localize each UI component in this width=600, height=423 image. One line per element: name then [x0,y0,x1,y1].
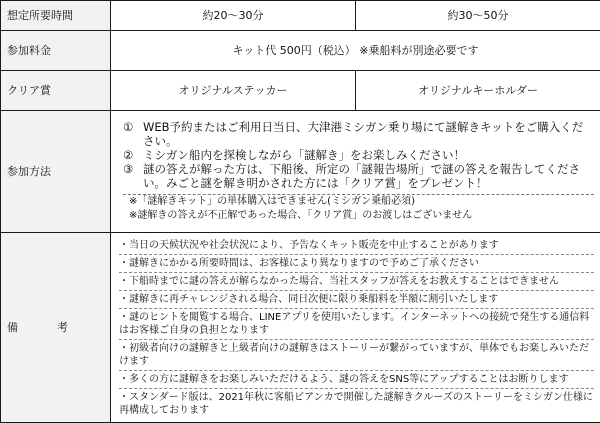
time-advanced: 約30～50分 [356,1,600,31]
remark-item: ・謎解きにかかる所要時間は、お客様により異なりますので予めご了承ください [119,255,594,273]
method-note: ※謎解きの答えが不正解であった場合、「クリア賞」のお渡しはございません [129,209,594,223]
time-beginner: 約20～30分 [111,1,356,31]
time-label: 想定所要時間 [1,1,111,31]
step-item [123,162,594,190]
step-number: ② [123,148,143,162]
step-text: 謎の答えが解った方は、下船後、所定の「謎報告場所」で謎の答えを報告してください。みごと謎を解き明かされた方には「クリア賞」をプレゼント！ [143,162,594,190]
step-item [123,120,594,148]
remark-item: ・スタンダード版は、2021年秋に客船ビアンカで開催した謎解きクルーズのストーリーをミシガン仕様に再構成しております [119,389,594,419]
method-label: 参加方法 [1,111,111,233]
method-row [1,111,600,233]
step-item [123,148,594,162]
fee-row [1,31,600,71]
step-number: ① [123,120,143,148]
prize-advanced: オリジナルキーホルダー [356,71,600,111]
remarks-content [111,233,600,423]
fee-value: キット代 500円（税込） ※乗船料が別途必要です [111,31,600,71]
remark-item: ・当日の天候状況や社会状況により、予告なくキット販売を中止することがあります [119,237,594,255]
fee-label: 参加料金 [1,31,111,71]
time-row [1,1,600,31]
remarks-row [1,233,600,423]
method-steps [123,120,594,190]
prize-row [1,71,600,111]
step-number: ③ [123,162,143,190]
remark-item: ・謎のヒントを閲覧する場合、LINEアプリを使用いたします。インターネットへの接続で発生する通信料はお客様ご自身の負担となります [119,309,594,340]
step-text: WEB予約またはご利用日当日、大津港ミシガン乗り場にて謎解きキットをご購入ください。 [143,120,594,148]
remarks-label: 備 考 [1,233,111,423]
remark-item: ・謎解きに再チャレンジされる場合、同日次便に限り乗船料を半額に割引いたします [119,291,594,309]
method-note: ※「謎解きキット」の単体購入はできません(ミシガン乗船必須) [129,195,594,209]
method-content [111,111,600,233]
prize-label: クリア賞 [1,71,111,111]
step-text: ミシガン船内を探検しながら「謎解き」をお楽しみください！ [143,148,594,162]
prize-beginner: オリジナルステッカー [111,71,356,111]
remark-item: ・下船時までに謎の答えが解らなかった場合、当社スタッフが答えをお教えすることはできません [119,273,594,291]
remark-item: ・多くの方に謎解きをお楽しみいただけるよう、謎の答えをSNS等にアップすることはお断りします [119,371,594,389]
remark-item: ・初級者向けの謎解きと上級者向けの謎解きはストーリーが繋がっていますが、単体でもお楽しみいただけます [119,340,594,371]
